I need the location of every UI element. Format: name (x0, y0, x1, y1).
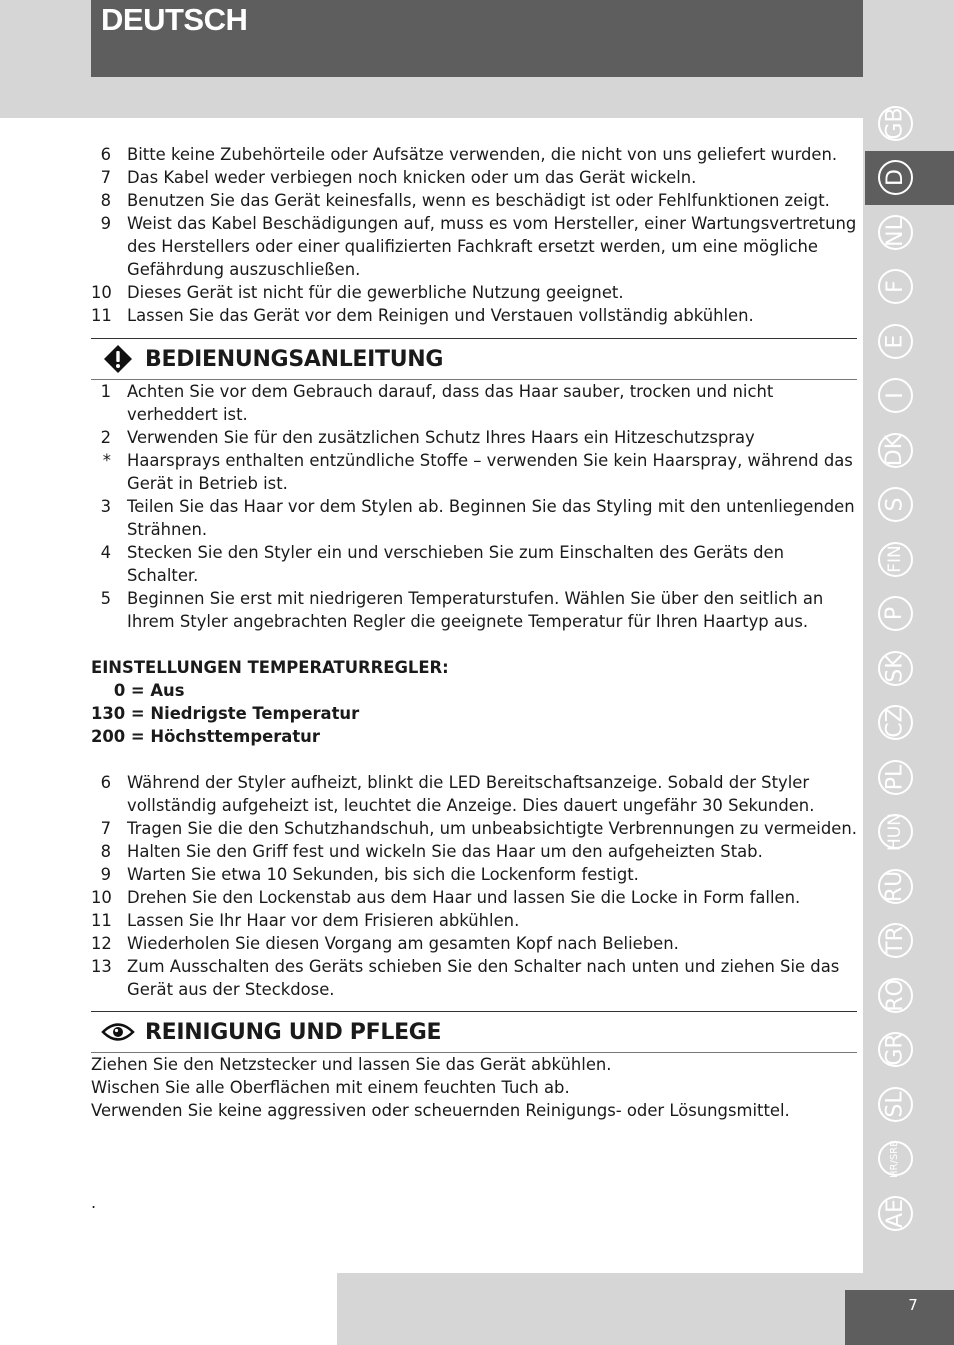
list-item (91, 166, 857, 189)
language-circle-icon (878, 1032, 913, 1067)
main-content (91, 143, 857, 1122)
language-label: E (882, 334, 908, 349)
tab-ru[interactable] (865, 859, 925, 914)
tab-sl[interactable] (865, 1077, 925, 1132)
list-item-text: Warten Sie etwa 10 Sekunden, bis sich die Lockenform festigt. (127, 865, 639, 884)
language-label: D (882, 169, 908, 187)
list-item-number: 3 (100, 497, 111, 516)
list-item (91, 863, 857, 886)
list-item-text: Verwenden Sie für den zusätzlichen Schutz Ihres Haars ein Hitzeschutzspray (127, 428, 755, 447)
list-item-number: 7 (100, 168, 111, 187)
language-circle-icon (878, 1087, 913, 1122)
list-item-text: Stecken Sie den Styler ein und verschieben Sie zum Einschalten des Geräts den Schalter. (127, 543, 785, 585)
tab-e[interactable] (865, 314, 925, 369)
list-item (91, 817, 857, 840)
language-circle-icon (878, 1196, 913, 1231)
section-title-instructions: BEDIENUNGSANLEITUNG (145, 346, 444, 372)
tab-hr-srb[interactable] (865, 1132, 925, 1187)
tab-f[interactable] (865, 260, 925, 315)
tab-s[interactable] (865, 478, 925, 533)
list-item-number: 11 (91, 911, 112, 930)
temperature-settings (91, 679, 857, 748)
instructions-list-a (91, 380, 857, 633)
language-circle-icon (878, 869, 913, 904)
language-circle-icon (878, 487, 913, 522)
list-item (91, 932, 857, 955)
language-circle-icon (878, 923, 913, 958)
list-item (91, 304, 857, 327)
language-label: CZ (882, 707, 908, 738)
section-title-care: REINIGUNG UND PFLEGE (145, 1019, 442, 1045)
section-header-instructions (91, 338, 857, 380)
list-item-number: 8 (100, 842, 111, 861)
language-circle-icon (878, 651, 913, 686)
list-item-text: Teilen Sie das Haar vor dem Stylen ab. Beginnen Sie das Styling mit den untenliegenden Strähnen. (127, 497, 855, 539)
list-item (91, 189, 857, 212)
settings-title: EINSTELLUNGEN TEMPERATURREGLER: (91, 658, 449, 677)
tab-ae[interactable] (865, 1186, 925, 1241)
list-item-number: 7 (100, 819, 111, 838)
language-circle-icon (878, 106, 913, 141)
language-label: AE (882, 1198, 908, 1228)
language-label: F (882, 280, 908, 294)
warning-icon (91, 344, 145, 374)
list-item-number: 8 (100, 191, 111, 210)
care-line: Wischen Sie alle Oberflächen mit einem feuchten Tuch ab. (91, 1078, 570, 1097)
list-item (91, 840, 857, 863)
care-text (91, 1053, 857, 1122)
tab-gb[interactable] (865, 96, 925, 151)
language-label: I (882, 392, 908, 399)
list-item-text: Beginnen Sie erst mit niedrigeren Temperaturstufen. Wählen Sie über den seitlich an Ihrem Styler angebrachten Regler die geeignete Temperatur für Ihren Haartyp aus. (127, 589, 824, 631)
language-label: PL (882, 764, 908, 791)
care-line: Verwenden Sie keine aggressiven oder scheuernden Reinigungs- oder Lösungsmittel. (91, 1101, 790, 1120)
language-label: DK (882, 434, 908, 466)
section-header-care (91, 1011, 857, 1053)
language-label: GB (882, 107, 908, 140)
list-item-text: Zum Ausschalten des Geräts schieben Sie den Schalter nach unten und ziehen Sie das Gerät aus der Steckdose. (127, 957, 840, 999)
language-label: HUN (885, 812, 906, 851)
list-item (91, 380, 857, 426)
list-item (91, 281, 857, 304)
list-item-text: Während der Styler aufheizt, blinkt die LED Bereitschaftsanzeige. Sobald der Styler vollständig aufgeheizt ist, leuchtet die Anzeige. Dies dauert ungefähr 30 Sekunden. (127, 773, 815, 815)
language-label: NL (882, 217, 908, 247)
tab-d[interactable] (865, 151, 954, 206)
list-item-text: Benutzen Sie das Gerät keinesfalls, wenn es beschädigt ist oder Fehlfunktionen zeigt. (127, 191, 830, 210)
list-item-number: 2 (100, 428, 111, 447)
list-item-text: Bitte keine Zubehörteile oder Aufsätze verwenden, die nicht von uns geliefert wurden. (127, 145, 838, 164)
language-circle-icon (878, 542, 913, 577)
tab-hun[interactable] (865, 805, 925, 860)
language-label: S (882, 497, 908, 512)
language-circle-icon (878, 705, 913, 740)
language-circle-icon (878, 760, 913, 795)
list-item-number: 9 (100, 214, 111, 233)
list-item (91, 771, 857, 817)
list-item (91, 587, 857, 633)
language-circle-icon (878, 160, 913, 195)
language-label: HR/SRB (889, 1139, 900, 1178)
list-item (91, 886, 857, 909)
list-item-number: 6 (100, 773, 111, 792)
list-item (91, 541, 857, 587)
list-item-number: 10 (91, 888, 112, 907)
temperature-setting: 130 = Niedrigste Temperatur (91, 704, 360, 723)
list-item-number: 11 (91, 306, 112, 325)
list-item-number: 9 (100, 865, 111, 884)
language-circle-icon (878, 814, 913, 849)
list-item-text: Lassen Sie Ihr Haar vor dem Frisieren abkühlen. (127, 911, 520, 930)
list-item-text: Tragen Sie die den Schutzhandschuh, um unbeabsichtigte Verbrennungen zu vermeiden. (127, 819, 857, 838)
safety-list (91, 143, 857, 327)
tab-sk[interactable] (865, 641, 925, 696)
tab-cz[interactable] (865, 696, 925, 751)
care-line: Ziehen Sie den Netzstecker und lassen Sie das Gerät abkühlen. (91, 1055, 612, 1074)
language-label: GR (882, 1033, 908, 1066)
tab-ro[interactable] (865, 968, 925, 1023)
language-label: P (882, 607, 908, 621)
trailing-dot: . (91, 1193, 97, 1212)
tab-i[interactable] (865, 369, 925, 424)
list-item (91, 955, 857, 1001)
list-item-text: Wiederholen Sie diesen Vorgang am gesamten Kopf nach Belieben. (127, 934, 679, 953)
list-item-number: 5 (100, 589, 111, 608)
language-label: SL (882, 1091, 908, 1118)
language-circle-icon (878, 324, 913, 359)
page-number: 7 (908, 1296, 918, 1314)
list-item-text: Weist das Kabel Beschädigungen auf, muss es vom Hersteller, einer Wartungsvertretung des Herstellers oder einer qualifizierten Fachkraft ersetzt werden, um eine mögliche Gefährdung auszuschließen. (127, 214, 857, 279)
list-item (91, 212, 857, 281)
tab-p[interactable] (865, 587, 925, 642)
list-item-number: * (102, 451, 111, 470)
list-item-number: 13 (91, 957, 112, 976)
list-item-text: Halten Sie den Griff fest und wickeln Sie das Haar um den aufgeheizten Stab. (127, 842, 763, 861)
language-label: RO (882, 978, 908, 1012)
tab-tr[interactable] (865, 914, 925, 969)
temperature-setting: 200 = Höchsttemperatur (91, 727, 320, 746)
language-label: SK (882, 654, 908, 683)
language-label: RU (882, 870, 908, 902)
list-item-number: 10 (91, 283, 112, 302)
tab-gr[interactable] (865, 1023, 925, 1078)
list-item-number: 12 (91, 934, 112, 953)
language-circle-icon (878, 596, 913, 631)
list-item-text: Dieses Gerät ist nicht für die gewerbliche Nutzung geeignet. (127, 283, 624, 302)
language-tabs (865, 96, 925, 1241)
language-circle-icon (878, 433, 913, 468)
language-label: FIN (884, 545, 905, 574)
list-item-number: 1 (100, 382, 111, 401)
list-item-number: 4 (100, 543, 111, 562)
page-title: DEUTSCH (101, 2, 248, 37)
list-item-number: 6 (100, 145, 111, 164)
list-item-text: Haarsprays enthalten entzündliche Stoffe – verwenden Sie kein Haarspray, während das Gerät in Betrieb ist. (127, 451, 853, 493)
tab-nl[interactable] (865, 205, 925, 260)
language-circle-icon (878, 269, 913, 304)
tab-fin[interactable] (865, 532, 925, 587)
list-item-text: Lassen Sie das Gerät vor dem Reinigen und Verstauen vollständig abkühlen. (127, 306, 754, 325)
temperature-setting: 0 = Aus (91, 681, 185, 700)
list-item-text: Drehen Sie den Lockenstab aus dem Haar und lassen Sie die Locke in Form fallen. (127, 888, 801, 907)
list-item (91, 909, 857, 932)
list-item-text: Das Kabel weder verbiegen noch knicken oder um das Gerät wickeln. (127, 168, 697, 187)
language-label: TR (882, 926, 908, 956)
instructions-list-b (91, 771, 857, 1001)
tab-dk[interactable] (865, 423, 925, 478)
list-item (91, 143, 857, 166)
language-circle-icon (878, 215, 913, 250)
list-item-text: Achten Sie vor dem Gebrauch darauf, dass das Haar sauber, trocken und nicht verheddert ist. (127, 382, 774, 424)
list-item (91, 426, 857, 449)
list-item (91, 495, 857, 541)
tab-pl[interactable] (865, 750, 925, 805)
language-circle-icon (878, 378, 913, 413)
eye-icon (91, 1021, 145, 1043)
language-circle-icon (878, 978, 913, 1013)
list-item (91, 449, 857, 495)
language-circle-icon (878, 1141, 913, 1176)
